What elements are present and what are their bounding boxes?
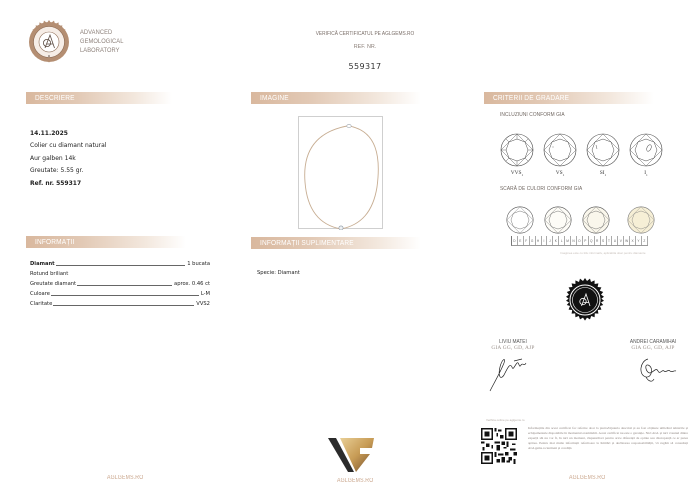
section-header-image: IMAGINE <box>251 92 421 104</box>
scale-grade: P <box>583 236 589 245</box>
ref-number: 559317 <box>348 62 382 71</box>
scale-grade: S <box>601 236 607 245</box>
diamond-diagram-icon <box>500 133 534 167</box>
scale-grade: V <box>618 236 624 245</box>
signer-name: LIVIU MATEI <box>499 339 527 345</box>
qr-caption: Verifica online pe aglgems.ro <box>486 418 525 422</box>
scale-grade: N <box>571 236 577 245</box>
item-metal: Aur galben 14k <box>30 154 76 162</box>
species-text: Specie: Diamant <box>257 270 300 276</box>
clarity-label: $VVS_1$ <box>510 170 524 178</box>
item-name: Colier cu diamant natural <box>30 142 107 150</box>
brand-line: ADVANCED <box>80 29 113 36</box>
diamond-color-icon <box>544 206 572 234</box>
scale-grade: L <box>559 236 565 245</box>
verify-link[interactable]: VERIFICĂ CERTIFICATUL PE AGLGEMS.RO <box>315 31 415 37</box>
ref-label: REF. NR. <box>353 44 377 50</box>
color-scale-title: SCARĂ DE CULORI CONFORM GIA <box>500 186 583 192</box>
clarity-label: $SI_1$ <box>599 170 607 178</box>
scale-grade: Z <box>642 236 648 245</box>
diamond-diagram-icon <box>586 133 620 167</box>
info-table <box>30 257 210 307</box>
footer-link-center[interactable]: AGLGEMS.RO <box>336 478 374 484</box>
brand-line: GEMOLOGICAL <box>80 37 124 45</box>
clarity-label: $VS_1$ <box>555 170 565 178</box>
scale-note: Imaginea este cu titlu informativ, aplicabila doar pentru diamante <box>560 251 646 255</box>
leader-line <box>56 265 186 266</box>
info-row-clarity <box>30 297 210 307</box>
section-header-criteria: CRITERII DE GRADARE <box>484 92 654 104</box>
clarity-label: $I_1$ <box>644 170 648 178</box>
diamond-color-icon <box>627 206 655 234</box>
info-value: L-M <box>200 291 210 297</box>
info-label: Greutate diamant <box>30 281 77 287</box>
inclusions-title: INCLUZIUNI CONFORM GIA <box>500 112 565 118</box>
scale-grade: O <box>577 236 583 245</box>
signature-icon <box>486 353 536 393</box>
scale-grade: F <box>524 236 530 245</box>
diamond-diagram-icon <box>543 133 577 167</box>
clarity-diagrams <box>500 133 663 177</box>
info-row-weight <box>30 277 210 287</box>
certificate-date: 14.11.2025 <box>30 130 68 137</box>
agl-seal-icon <box>27 20 71 64</box>
aglgems-logo-icon <box>326 436 376 474</box>
section-header-info: INFORMAȚII <box>26 236 186 248</box>
signature-block-2 <box>618 339 688 392</box>
agl-stamp-icon <box>563 278 607 322</box>
signer-credentials: GIA GG, GD, AJP <box>631 345 675 351</box>
description-block <box>30 128 106 190</box>
scale-grade: X <box>630 236 636 245</box>
product-image <box>298 116 383 229</box>
disclaimer-text: Informațiile din acest certificat fac referire doar la piatra/bijuteria descrisă și au fost obținute utilizând tehnicile și echipamentele disponibile în momentul examinării. Acest certificat nu este o garanție. Nici AGL și nici vreunul dintre experții săi nu vor fi, în nici un moment, răspunzători pentru orice diferență de opinie sau discrepanță ce ar putea apărea. Pentru mai multe informații referitoare la limitări și declinarea responsabilității, vă rugăm să consultați AGLgems.ro/termeni și condiții. <box>528 426 688 450</box>
item-weight: Greutate: 5.55 gr. <box>30 167 84 175</box>
section-header-supplementary: INFORMAȚII SUPLIMENTARE <box>251 237 421 249</box>
scale-grade: R <box>595 236 601 245</box>
scale-grade: T <box>607 236 613 245</box>
scale-grade: W <box>624 236 630 245</box>
scale-grade: D <box>512 236 518 245</box>
info-row-diamond <box>30 257 210 267</box>
leader-line <box>53 305 194 306</box>
scale-grade: K <box>553 236 559 245</box>
section-header-description: DESCRIERE <box>26 92 172 104</box>
qr-code[interactable] <box>481 428 517 464</box>
signature-block-1 <box>478 339 548 398</box>
info-label: Diamant <box>30 261 55 267</box>
info-label: Claritate <box>30 301 53 307</box>
brand-line: LABORATORY <box>80 46 120 54</box>
scale-grade: H <box>536 236 542 245</box>
scale-grade: Y <box>636 236 642 245</box>
signer-name: ANDREI CARAMIHAI <box>629 339 677 345</box>
info-value: VVS2 <box>196 301 210 307</box>
item-ref: Ref. nr. 559317 <box>30 179 82 187</box>
signature-icon <box>634 353 684 387</box>
info-row-color <box>30 287 210 297</box>
info-row-cut <box>30 267 210 277</box>
scale-grade: G <box>530 236 536 245</box>
scale-grade: M <box>565 236 571 245</box>
color-diagrams <box>506 206 655 234</box>
scale-grade: I <box>542 236 548 245</box>
brand-name <box>80 29 124 55</box>
info-label: Culoare <box>30 291 50 297</box>
diamond-color-icon <box>582 206 610 234</box>
scale-grade: J <box>547 236 553 245</box>
footer-link-left[interactable]: AGLGEMS.RO <box>106 475 144 481</box>
scale-grade: Q <box>589 236 595 245</box>
diamond-diagram-icon <box>629 133 663 167</box>
leader-line <box>51 295 199 296</box>
color-scale <box>511 236 648 246</box>
footer-link-right[interactable]: AGLGEMS.RO <box>568 475 606 481</box>
leader-line <box>77 285 172 286</box>
diamond-color-icon <box>506 206 534 234</box>
signer-credentials: GIA GG, GD, AJP <box>491 345 535 351</box>
scale-grade: E <box>518 236 524 245</box>
info-value: 1 bucata <box>187 261 210 267</box>
scale-grade: U <box>612 236 618 245</box>
info-label: Rotund briliant <box>30 271 69 277</box>
info-value: aprox. 0.46 ct <box>174 281 210 287</box>
necklace-image <box>299 117 384 230</box>
